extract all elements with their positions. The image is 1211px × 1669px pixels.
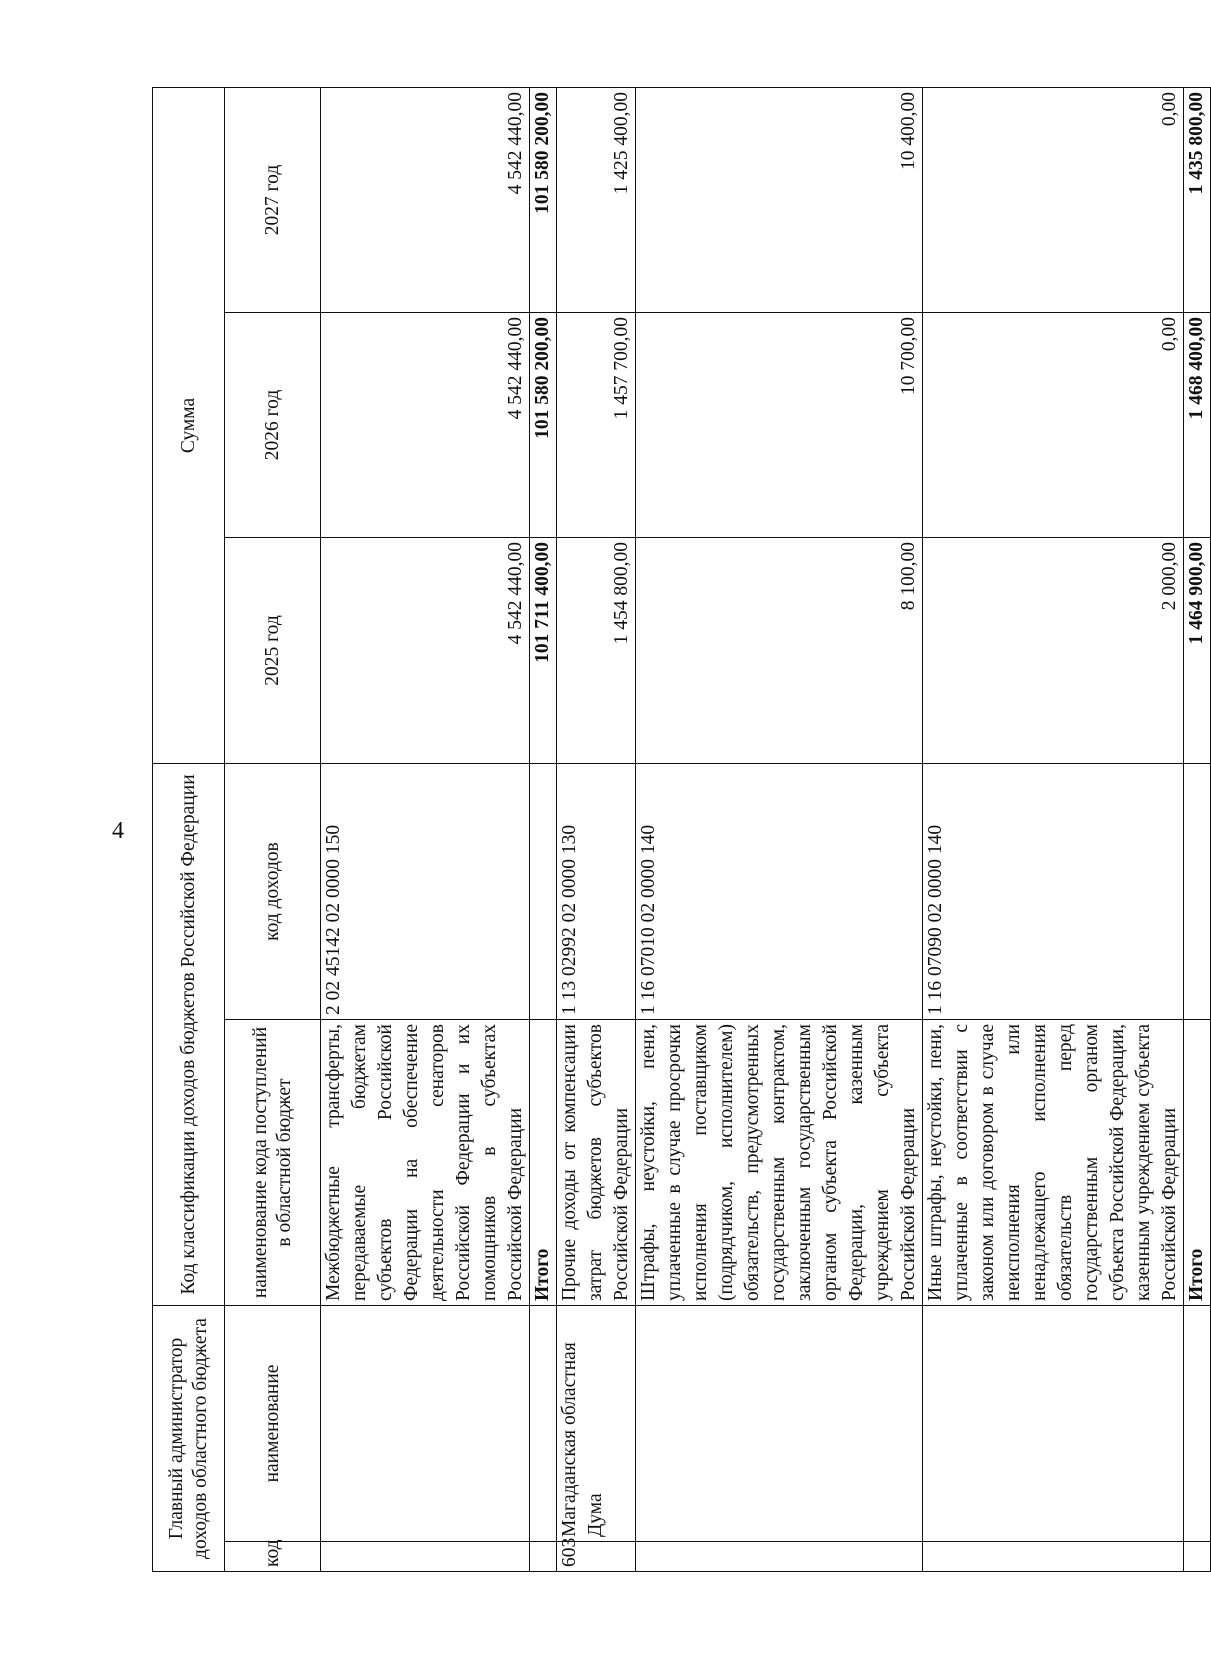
value-2025: 8 100,00 <box>636 538 923 764</box>
rotated-table-container <box>152 88 1207 1572</box>
admin-name-cell <box>530 1306 557 1542</box>
header-year-2027: 2027 год <box>225 88 321 313</box>
admin-name-cell <box>923 1306 1184 1542</box>
income-code-cell: 1 16 07090 02 0000 140 <box>923 764 1184 1020</box>
total-2025: 101 711 400,00 <box>530 538 557 764</box>
income-code-cell: 1 16 07010 02 0000 140 <box>636 764 923 1020</box>
header-income-name: наименование кода поступлений в областной бюджет <box>225 1020 321 1306</box>
income-name-cell: Межбюджетные трансферты, передаваемые бюджетам субъектов Российской Федерации на обеспечение деятельности сенаторов Российской Федерации и их помощников в субъектах Российской Федерации <box>321 1020 530 1306</box>
table-row <box>636 88 923 1572</box>
total-2026: 101 580 200,00 <box>530 313 557 538</box>
admin-name-cell <box>636 1306 923 1542</box>
value-2027: 10 400,00 <box>636 88 923 313</box>
value-2025: 1 454 800,00 <box>557 538 636 764</box>
value-2027: 1 425 400,00 <box>557 88 636 313</box>
value-2025: 4 542 440,00 <box>321 538 530 764</box>
total-row <box>530 88 557 1572</box>
revenue-table <box>152 87 1211 1572</box>
header-admin-code: код <box>225 1542 321 1572</box>
header-year-2026: 2026 год <box>225 313 321 538</box>
admin-code-cell <box>321 1542 530 1572</box>
total-label: Итого <box>530 1020 557 1306</box>
total-row <box>1184 88 1211 1572</box>
value-2027: 0,00 <box>923 88 1184 313</box>
total-2026: 1 468 400,00 <box>1184 313 1211 538</box>
value-2026: 10 700,00 <box>636 313 923 538</box>
income-name-cell: Прочие доходы от компенсации затрат бюджетов субъектов Российской Федерации <box>557 1020 636 1306</box>
admin-code-cell <box>1184 1542 1211 1572</box>
value-2027: 4 542 440,00 <box>321 88 530 313</box>
admin-name-cell <box>1184 1306 1211 1542</box>
admin-code-cell <box>923 1542 1184 1572</box>
table-row <box>923 88 1184 1572</box>
total-2027: 1 435 800,00 <box>1184 88 1211 313</box>
total-label: Итого <box>1184 1020 1211 1306</box>
admin-code-cell <box>530 1542 557 1572</box>
page-number: 4 <box>112 818 124 844</box>
header-income-code: код доходов <box>225 764 321 1020</box>
income-name-cell: Иные штрафы, неустойки, пени, уплаченные в соответствии с законом или договором в случае неисполнения или ненадлежащего исполнения обязательств перед государственным органом субъекта Российской Федерации, казенным учреждением субъекта Российской Федерации <box>923 1020 1184 1306</box>
total-2027: 101 580 200,00 <box>530 88 557 313</box>
admin-name-cell <box>321 1306 530 1542</box>
total-2025: 1 464 900,00 <box>1184 538 1211 764</box>
header-classification-group: Код классификации доходов бюджетов Российской Федерации <box>153 764 225 1306</box>
income-code-cell <box>1184 764 1211 1020</box>
header-sum-group: Сумма <box>153 88 225 764</box>
header-year-2025: 2025 год <box>225 538 321 764</box>
income-code-cell: 1 13 02992 02 0000 130 <box>557 764 636 1020</box>
income-code-cell <box>530 764 557 1020</box>
value-2026: 4 542 440,00 <box>321 313 530 538</box>
value-2026: 0,00 <box>923 313 1184 538</box>
header-admin-group: Главный администратор доходов областного бюджета <box>153 1306 225 1572</box>
header-admin-name: наименование <box>225 1306 321 1542</box>
value-2026: 1 457 700,00 <box>557 313 636 538</box>
income-code-cell: 2 02 45142 02 0000 150 <box>321 764 530 1020</box>
admin-code-cell <box>636 1542 923 1572</box>
admin-code-cell: 603 <box>557 1542 636 1572</box>
admin-name-cell: Магаданская областная Дума <box>557 1306 636 1542</box>
table-row <box>557 88 636 1572</box>
table-row <box>321 88 530 1572</box>
income-name-cell: Штрафы, неустойки, пени, уплаченные в случае просрочки исполнения поставщиком (подрядчиком, исполнителем) обязательств, предусмотренных государственным контрактом, заключенным государственным органом субъекта Российской Федерации, казенным учреждением субъекта Российской Федерации <box>636 1020 923 1306</box>
value-2025: 2 000,00 <box>923 538 1184 764</box>
